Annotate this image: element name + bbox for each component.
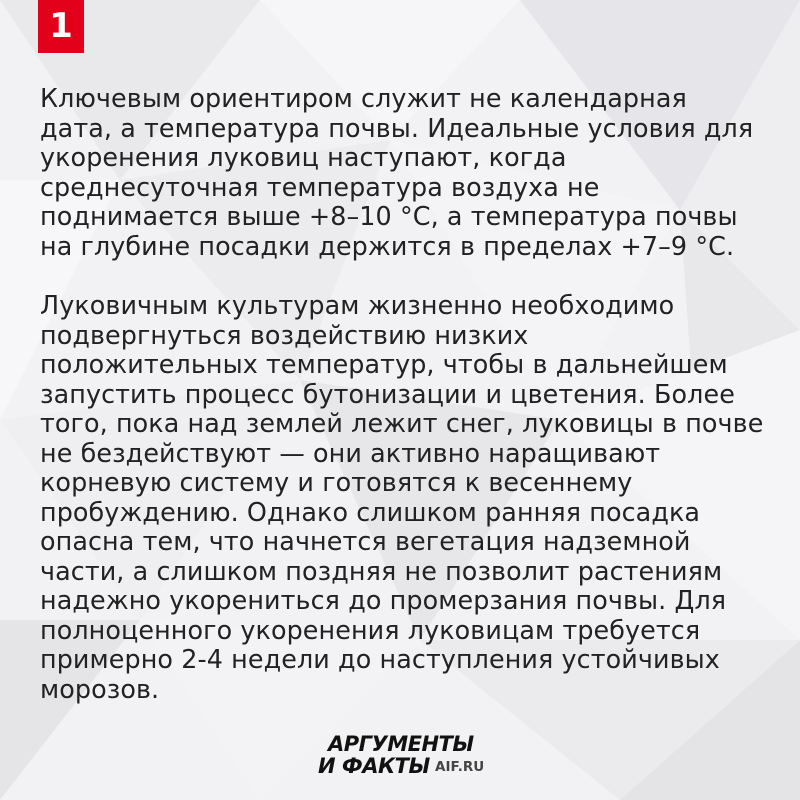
text-line: поднимается выше +8–10 °С, а температура почвы bbox=[40, 201, 738, 231]
text-line: корневую систему и готовятся к весеннему bbox=[40, 467, 633, 497]
text-line: подвергнуться воздействию низких bbox=[40, 319, 529, 350]
text-line: пробуждению. Однако слишком ранняя посадка bbox=[40, 496, 701, 527]
text-line: Ключевым ориентиром служит не календарная bbox=[40, 83, 687, 113]
text-line: полноценного укоренения луковицам требуется bbox=[40, 614, 701, 645]
page-number-badge bbox=[38, 0, 84, 53]
text-line: запустить процесс бутонизации и цветения. Более bbox=[40, 378, 735, 409]
text-line: не бездействуют — они активно наращивают bbox=[40, 437, 661, 468]
logo-site: AIF.RU bbox=[435, 759, 485, 775]
text-line: положительных температур, чтобы в дальнейшем bbox=[40, 349, 728, 379]
text-line: дата, а температура почвы. Идеальные условия для bbox=[40, 112, 754, 143]
text-line: морозов. bbox=[40, 673, 160, 704]
article-text bbox=[40, 83, 764, 704]
text-line: того, пока над землей лежит снег, луковицы в почве bbox=[40, 408, 764, 438]
text-line: части, а слишком поздняя не позволит растениям bbox=[40, 555, 723, 586]
text-line: укоренения луковиц наступают, когда bbox=[40, 142, 567, 172]
text-line: среднесуточная температура воздуха не bbox=[40, 171, 600, 202]
logo-line-1: АРГУМЕНТЫ bbox=[328, 732, 474, 756]
paragraph-1 bbox=[40, 84, 760, 261]
text-line: надежно укорениться до промерзания почвы. Для bbox=[40, 585, 727, 615]
logo-line-2: И ФАКТЫ bbox=[318, 754, 430, 778]
text-line: опасна тем, что начнется вегетация надземной bbox=[40, 526, 691, 556]
text-line: примерно 2-4 недели до наступления устойчивых bbox=[40, 644, 720, 674]
text-line: Луковичным культурам жизненно необходимо bbox=[40, 290, 675, 320]
page-number: 1 bbox=[49, 6, 73, 46]
paragraph-2 bbox=[40, 290, 764, 704]
text-line: на глубине посадки держится в пределах +7–9 °С. bbox=[40, 230, 735, 261]
aif-logo bbox=[318, 732, 498, 780]
